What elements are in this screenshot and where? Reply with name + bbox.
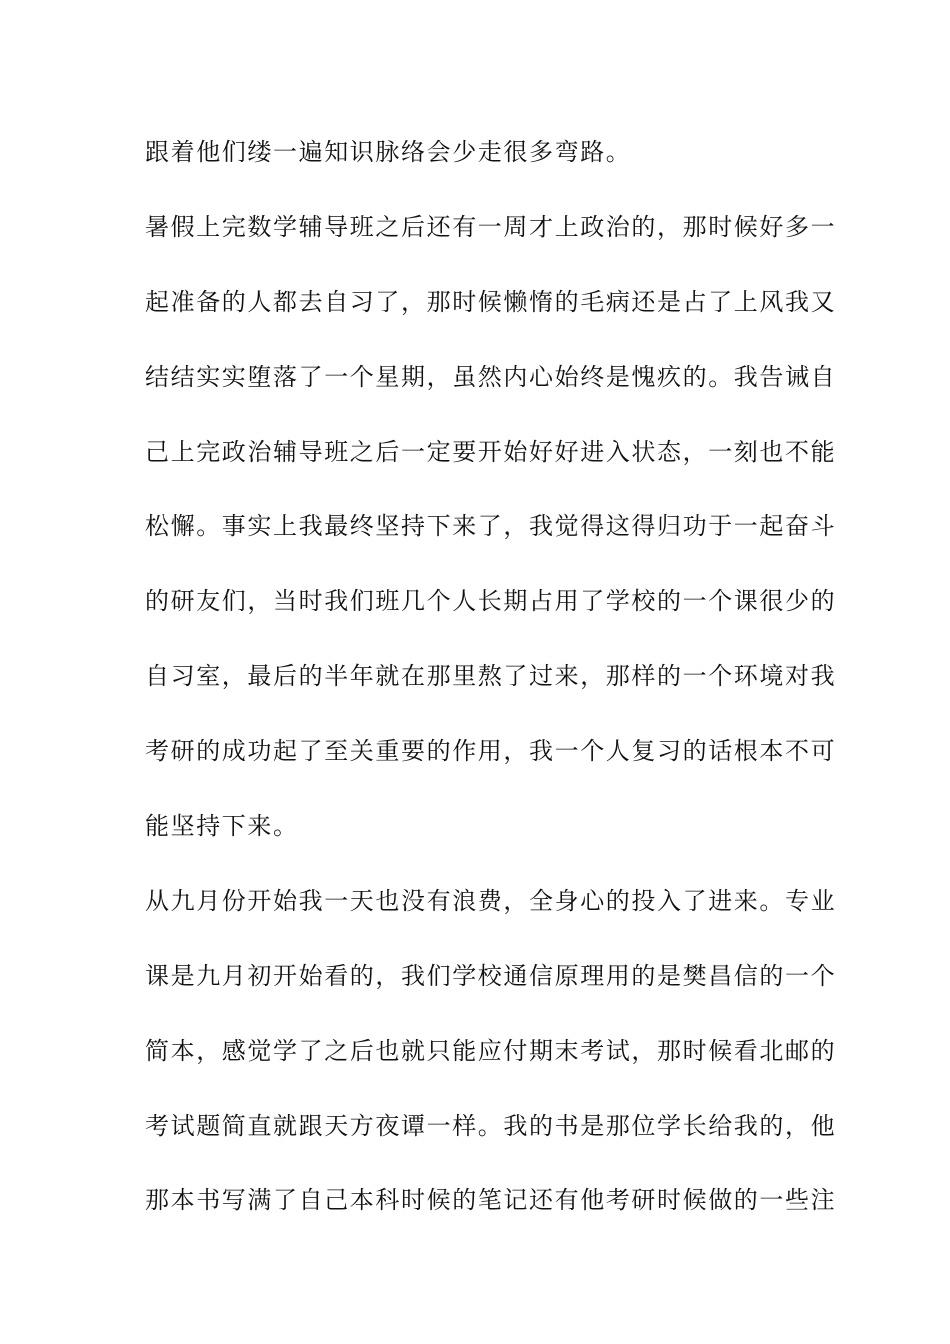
- text-line: 结结实实堕落了一个星期，虽然内心始终是愧疚的。我告诫自: [145, 362, 837, 391]
- text-line: 简本，感觉学了之后也就只能应付期末考试，那时候看北邮的: [145, 1036, 837, 1065]
- text-line: 从九月份开始我一天也没有浪费，全身心的投入了进来。专业: [145, 886, 837, 915]
- text-line: 考研的成功起了至关重要的作用，我一个人复习的话根本不可: [145, 737, 837, 766]
- text-line: 跟着他们缕一遍知识脉络会少走很多弯路。: [145, 138, 632, 166]
- text-line: 起准备的人都去自习了，那时候懒惰的毛病还是占了上风我又: [145, 287, 837, 316]
- text-line: 自习室，最后的半年就在那里熬了过来，那样的一个环境对我: [145, 662, 837, 691]
- text-line: 暑假上完数学辅导班之后还有一周才上政治的，那时候好多一: [145, 212, 837, 241]
- text-line: 松懈。事实上我最终坚持下来了，我觉得这得归功于一起奋斗: [145, 512, 837, 541]
- text-line: 考试题简直就跟天方夜谭一样。我的书是那位学长给我的，他: [145, 1111, 837, 1140]
- text-line: 能坚持下来。: [145, 812, 299, 841]
- text-line: 课是九月初开始看的，我们学校通信原理用的是樊昌信的一个: [145, 961, 837, 990]
- text-line: 的研友们，当时我们班几个人长期占用了学校的一个课很少的: [145, 587, 837, 616]
- text-line: 己上完政治辅导班之后一定要开始好好进入状态，一刻也不能: [145, 437, 837, 466]
- body-text: [145, 128, 837, 1251]
- text-line: 那本书写满了自己本科时候的笔记还有他考研时候做的一些注: [145, 1186, 837, 1215]
